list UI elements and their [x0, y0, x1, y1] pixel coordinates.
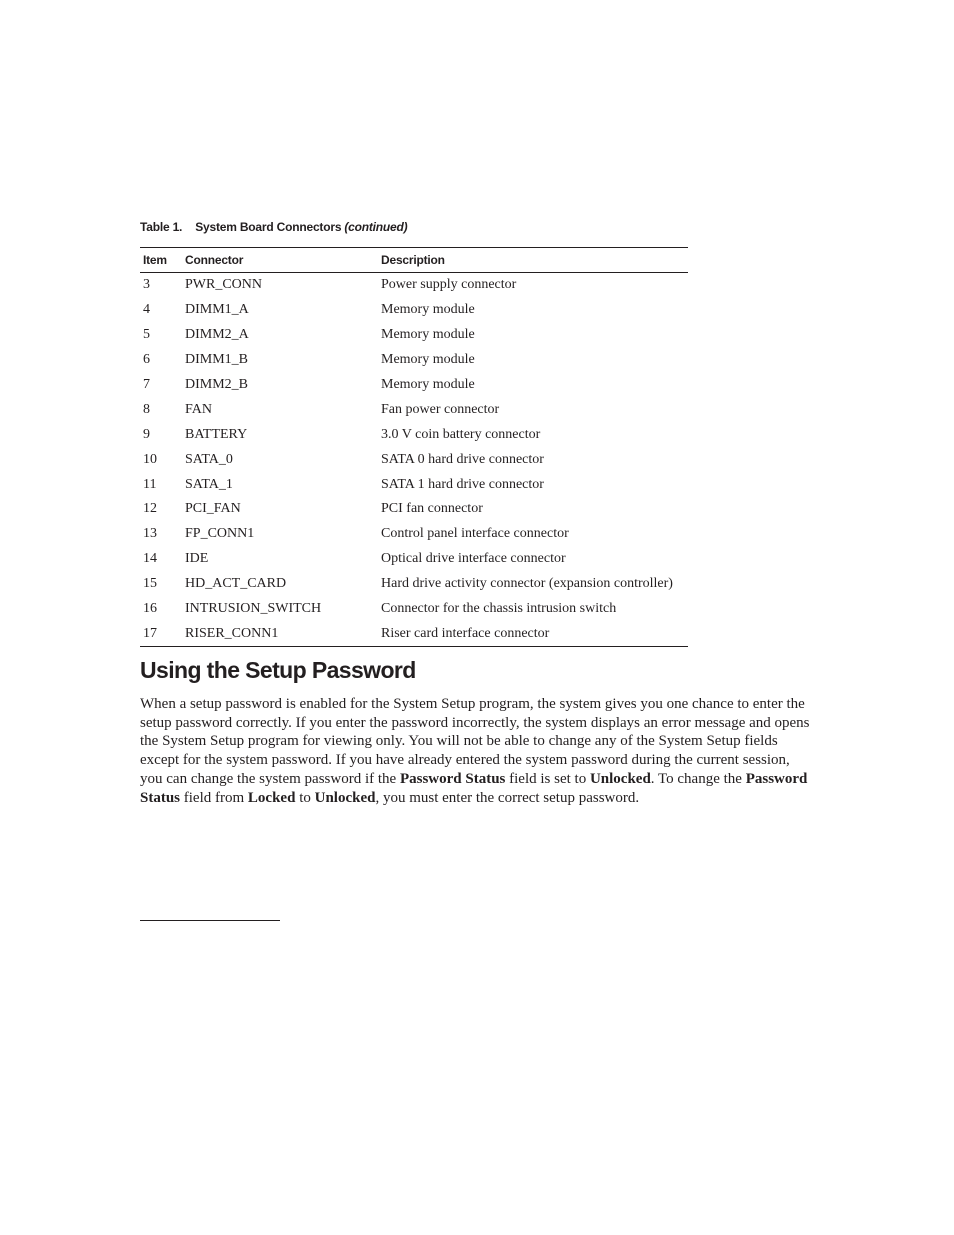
- cell-connector: BATTERY: [185, 426, 248, 442]
- value-unlocked: Unlocked: [589, 770, 651, 787]
- field-name-password-status: Password Status: [140, 770, 808, 806]
- cell-description: Memory module: [381, 327, 475, 343]
- paragraph-text: field from: [180, 789, 248, 806]
- cell-item: 13: [143, 526, 157, 542]
- cell-item: 11: [143, 476, 157, 492]
- table-number: Table 1.: [140, 220, 183, 234]
- cell-description: Memory module: [381, 377, 475, 392]
- paragraph-text: to: [295, 789, 315, 806]
- table-row: [140, 422, 688, 447]
- field-name-password-status: Password Status: [399, 770, 506, 787]
- table-row: [140, 298, 688, 323]
- cell-description: Hard drive activity connector (expansion controller): [381, 576, 673, 592]
- table-row: [140, 447, 688, 472]
- cell-connector: FP_CONN1: [185, 526, 255, 542]
- table-row: [140, 621, 688, 646]
- cell-connector: PCI_FAN: [185, 501, 241, 517]
- table-row: [140, 497, 688, 522]
- cell-connector: FAN: [185, 401, 212, 417]
- table-title: System Board Connectors: [195, 220, 342, 234]
- value-locked: Locked: [247, 789, 296, 806]
- footnote-rule: [140, 920, 280, 921]
- cell-description: Fan power connector: [381, 401, 500, 417]
- cell-connector: DIMM2_B: [185, 377, 249, 392]
- cell-description: 3.0 V coin battery connector: [381, 426, 541, 442]
- cell-connector: IDE: [185, 551, 209, 567]
- paragraph-text: , you must enter the correct setup password.: [375, 789, 640, 806]
- table-row: [140, 472, 688, 497]
- table-caption: [140, 220, 407, 234]
- cell-connector: INTRUSION_SWITCH: [185, 601, 322, 617]
- paragraph-text: field is set to: [505, 770, 590, 787]
- cell-item: 5: [143, 327, 150, 343]
- cell-description: SATA 1 hard drive connector: [381, 476, 544, 492]
- table-continued-note: (continued): [344, 220, 408, 234]
- cell-item: 15: [143, 576, 157, 592]
- cell-connector: HD_ACT_CARD: [185, 576, 287, 592]
- cell-connector: DIMM1_B: [185, 352, 249, 368]
- cell-item: 4: [143, 302, 150, 318]
- cell-item: 6: [143, 352, 150, 368]
- paragraph-text: When a setup password is enabled for the System Setup program, the system gives you one chance to enter the setup password correctly. If you enter the password incorrectly, the system displays an error message and opens the System Setup program for viewing only. You will not be able to change any of the System Setup fields except for the system password. If you have already entered the system password during the current session, you can change the system password if the: [140, 696, 810, 787]
- table-row: [140, 273, 688, 298]
- cell-connector: RISER_CONN1: [185, 625, 279, 641]
- cell-description: Memory module: [381, 302, 475, 318]
- cell-item: 7: [143, 377, 150, 392]
- value-unlocked: Unlocked: [314, 789, 376, 806]
- table-row: [140, 597, 688, 622]
- cell-item: 8: [143, 401, 150, 417]
- table-row: [140, 397, 688, 422]
- cell-description: Memory module: [381, 352, 475, 368]
- cell-connector: DIMM1_A: [185, 302, 249, 318]
- cell-description: Power supply connector: [381, 277, 517, 293]
- cell-connector: DIMM2_A: [185, 327, 249, 343]
- cell-description: Control panel interface connector: [381, 526, 569, 542]
- cell-connector: PWR_CONN: [185, 277, 263, 293]
- table-row: [140, 373, 688, 398]
- section-paragraph: [140, 695, 815, 807]
- cell-connector: SATA_0: [185, 451, 233, 467]
- connectors-table: [140, 247, 688, 647]
- cell-item: 3: [143, 277, 150, 293]
- cell-description: SATA 0 hard drive connector: [381, 451, 544, 467]
- section-heading: Using the Setup Password: [140, 657, 416, 683]
- cell-item: 16: [143, 601, 157, 617]
- cell-item: 9: [143, 426, 150, 442]
- cell-item: 17: [143, 625, 157, 641]
- paragraph-text: . To change the: [650, 770, 746, 787]
- column-header-connector: Connector: [185, 253, 244, 267]
- cell-item: 12: [143, 501, 157, 517]
- table-row: [140, 522, 688, 547]
- table-row: [140, 547, 688, 572]
- cell-description: Optical drive interface connector: [381, 551, 566, 567]
- column-header-description: Description: [381, 253, 445, 267]
- column-header-item: Item: [143, 253, 167, 267]
- cell-item: 10: [143, 451, 157, 467]
- cell-description: Connector for the chassis intrusion switch: [381, 601, 617, 617]
- cell-description: Riser card interface connector: [381, 625, 550, 641]
- cell-description: PCI fan connector: [381, 501, 483, 517]
- table-row: [140, 323, 688, 348]
- cell-connector: SATA_1: [185, 476, 233, 492]
- table-row: [140, 348, 688, 373]
- table-row: [140, 572, 688, 597]
- cell-item: 14: [143, 551, 157, 567]
- table-header-row: [140, 248, 688, 273]
